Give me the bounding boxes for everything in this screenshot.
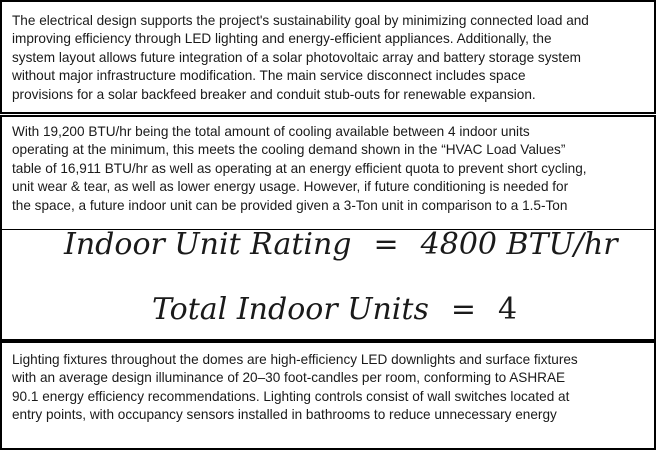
electrical-design-paragraph: The electrical design supports the project's sustainability goal by minimizing connected load and improving efficiency through LED lighting and energy-efficient appliances. Additionally, the system layout allows future integration of a solar photovoltaic array and battery storage system without major infrastructure modification. The main service disconnect includes space provisions for a solar backfeed breaker and conduit stub-outs for renewable expansion. <box>12 13 589 102</box>
equals-sign: = <box>450 292 476 327</box>
total-indoor-units-value: 4 <box>497 292 518 327</box>
equals-sign: = <box>373 230 399 262</box>
cooling-capacity-panel <box>0 115 656 231</box>
lighting-paragraph: Lighting fixtures throughout the domes are high-efficiency LED downlights and surface fixtures with an average design illuminance of 20–30 foot-candles per room, conforming to ASHRAE 90.1 energy efficiency recommendations. Lighting controls consist of wall switches located at entry points, with occupancy sensors installed in bathrooms to reduce unnecessary energy <box>12 352 578 423</box>
total-indoor-units-equation <box>152 292 656 327</box>
cooling-capacity-paragraph: With 19,200 BTU/hr being the total amount of cooling available between 4 indoor units operating at the minimum, this meets the cooling demand shown in the “HVAC Load Values” table of 16,911 BTU/hr as well as operating at an energy efficient quota to prevent short cycling, unit wear & tear, as well as lower energy usage. However, if future conditioning is needed for the space, a future indoor unit can be provided given a 3-Ton unit in comparison to a 1.5-Ton <box>12 124 587 213</box>
electrical-design-panel <box>0 0 656 114</box>
lighting-panel <box>0 341 656 450</box>
indoor-unit-rating-value: 4800 BTU/hr <box>420 230 618 262</box>
indoor-unit-rating-equation <box>64 230 656 262</box>
indoor-unit-rating-label: Indoor Unit Rating <box>64 230 352 262</box>
equations-panel <box>0 230 656 341</box>
total-indoor-units-label: Total Indoor Units <box>152 292 429 327</box>
